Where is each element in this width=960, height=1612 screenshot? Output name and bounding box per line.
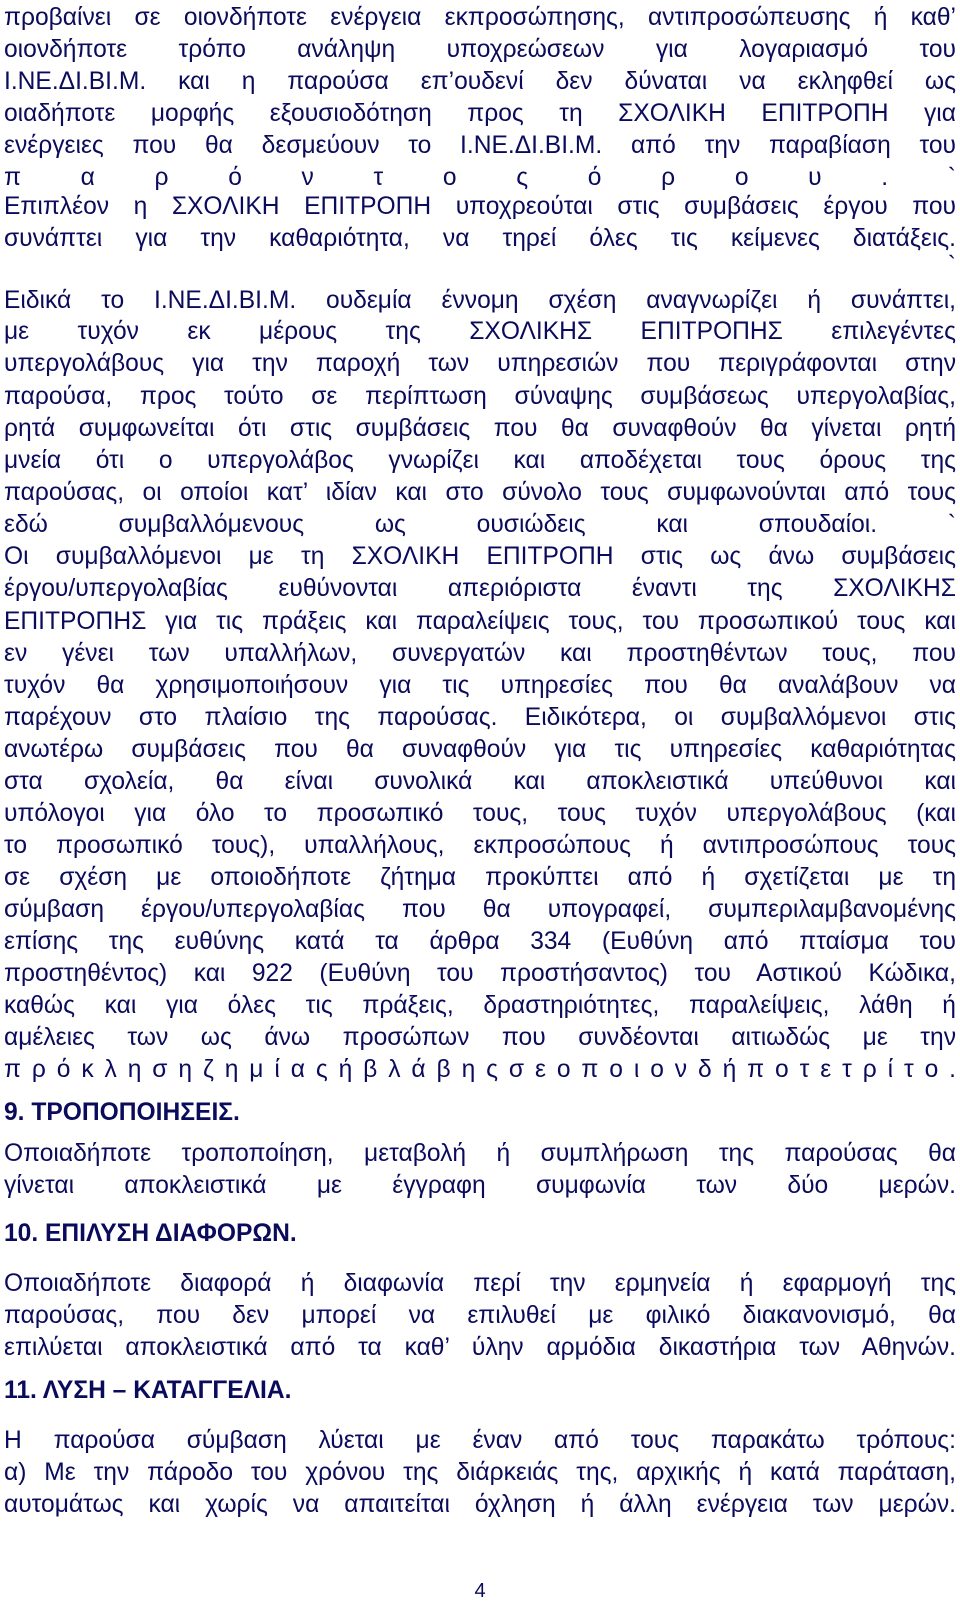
text-line: έργου/υπεργολαβίας ευθύνονται απεριόριστα έναντι της ΣΧΟΛΙΚΗΣ [4,575,956,602]
grave-mark: ` [947,252,956,279]
text-line: υπεργολάβους για την παροχή των υπηρεσιών που περιγράφονται στην [4,350,956,377]
text-line: παρούσας, που δεν μπορεί να επιλυθεί με φιλικό διακανονισμό, θα [4,1302,956,1329]
text-line: παρέχουν στο πλαίσιο της παρούσας. Ειδικότερα, οι συμβαλλόμενοι στις [4,704,956,731]
text-line: αμέλειες των ως άνω προσώπων που συνδέονται αιτιωδώς με την [4,1024,956,1051]
text-line: ΕΠΙΤΡΟΠΗΣ για τις πράξεις και παραλείψεις τους, του προσωπικού τους και [4,608,956,635]
text-line: Ι.ΝΕ.ΔΙ.ΒΙ.Μ. και η παρούσα επ’ουδενί δεν δύναται να εκληφθεί ως [4,68,956,95]
text-line: παρούσα, προς τούτο σε περίπτωση σύναψης συμβάσεως υπεργολαβίας, [4,383,956,410]
text-line: παρούσας, οι οποίοι κατ’ ιδίαν και στο σύνολο τους συμφωνούνται από τους [4,479,956,506]
text-line: π ρ ό κ λ η σ η ζ η μ ί α ς ή β λ ά β η ς σ ε ο π ο ι ο ν δ ή π ο τ ε τ ρ ί τ ο . [4,1056,956,1083]
text-line: εδώ συμβαλλόμενους ως ουσιώδεις και σπουδαίοι. ` [4,511,956,538]
text-line: Οποιαδήποτε τροποποίηση, μεταβολή ή συμπλήρωση της παρούσας θα [4,1140,956,1167]
text-line: ενέργειες που θα δεσμεύουν το Ι.ΝΕ.ΔΙ.ΒΙ.Μ. από την παραβίαση του [4,132,956,159]
text-line: το προσωπικό τους), υπαλλήλους, εκπροσώπους ή αντιπροσώπους τους [4,832,956,859]
section-heading-disputes: 10. ΕΠΙΛΥΣΗ ΔΙΑΦΟΡΩΝ. [4,1220,297,1247]
text-line: προστηθέντος) και 922 (Ευθύνη του προστήσαντος) του Αστικού Κώδικα, [4,960,956,987]
text-line: σε σχέση με οποιοδήποτε ζήτημα προκύπτει από ή σχετίζεται με τη [4,864,956,891]
text-line: Ειδικά το Ι.ΝΕ.ΔΙ.ΒΙ.Μ. ουδεμία έννομη σχέση αναγνωρίζει ή συνάπτει, [4,287,956,314]
text-line: εν γένει των υπαλλήλων, συνεργατών και προστηθέντων τους, που [4,640,956,667]
text-line: με τυχόν εκ μέρους της ΣΧΟΛΙΚΗΣ ΕΠΙΤΡΟΠΗΣ επιλεγέντες [4,318,956,345]
text-line: στα σχολεία, θα είναι συνολικά και αποκλειστικά υπεύθυνοι και [4,768,956,795]
text-line: καθώς και για όλες τις πράξεις, δραστηριότητες, παραλείψεις, λάθη ή [4,992,956,1019]
text-line: υπόλογοι για όλο το προσωπικό τους, τους τυχόν υπεργολάβους (και [4,800,956,827]
text-line: ρητά συμφωνείται ότι στις συμβάσεις που θα συναφθούν θα γίνεται ρητή [4,415,956,442]
text-line: μνεία ότι ο υπεργολάβος γνωρίζει και αποδέχεται τους όρους της [4,447,956,474]
text-line: α) Με την πάροδο του χρόνου της διάρκειάς της, αρχικής ή κατά παράταση, [4,1459,956,1486]
text-line: γίνεται αποκλειστικά με έγγραφη συμφωνία των δύο μερών. [4,1172,956,1199]
text-line: οιονδήποτε τρόπο ανάληψη υποχρεώσεων για λογαριασμό του [4,36,956,63]
section-heading-amendments: 9. ΤΡΟΠΟΠΟΙΗΣΕΙΣ. [4,1099,240,1126]
section-heading-termination: 11. ΛΥΣΗ – ΚΑΤΑΓΓΕΛΙΑ. [4,1377,292,1404]
text-line: επιλύεται αποκλειστικά από τα καθ’ ύλην αρμόδια δικαστήρια των Αθηνών. [4,1334,956,1361]
text-line: επίσης της ευθύνης κατά τα άρθρα 334 (Ευθύνη από πταίσμα του [4,928,956,955]
text-line: ανωτέρω συμβάσεις που θα συναφθούν για τις υπηρεσίες καθαριότητας [4,736,956,763]
text-line: Η παρούσα σύμβαση λύεται με έναν από τους παρακάτω τρόπους: [4,1427,956,1454]
text-line: Οποιαδήποτε διαφορά ή διαφωνία περί την ερμηνεία ή εφαρμογή της [4,1270,956,1297]
text-line: συνάπτει για την καθαριότητα, να τηρεί όλες τις κείμενες διατάξεις. [4,225,956,252]
text-line: π α ρ ό ν τ ο ς ό ρ ο υ . ` [4,164,956,191]
text-line: αυτομάτως και χωρίς να απαιτείται όχληση ή άλλη ενέργεια των μερών. [4,1491,956,1518]
document-page [4,0,956,1612]
text-line: τυχόν θα χρησιμοποιήσουν για τις υπηρεσίες που θα αναλάβουν να [4,672,956,699]
text-line: σύμβαση έργου/υπεργολαβίας που θα υπογραφεί, συμπεριλαμβανομένης [4,896,956,923]
text-line: οιαδήποτε μορφής εξουσιοδότηση προς τη ΣΧΟΛΙΚΗ ΕΠΙΤΡΟΠΗ για [4,100,956,127]
text-line: Επιπλέον η ΣΧΟΛΙΚΗ ΕΠΙΤΡΟΠΗ υποχρεούται στις συμβάσεις έργου που [4,193,956,220]
page-number: 4 [474,1580,486,1602]
text-line: Οι συμβαλλόμενοι με τη ΣΧΟΛΙΚΗ ΕΠΙΤΡΟΠΗ στις ως άνω συμβάσεις [4,543,956,570]
text-line: προβαίνει σε οιονδήποτε ενέργεια εκπροσώπησης, αντιπροσώπευσης ή καθ’ [4,4,956,31]
